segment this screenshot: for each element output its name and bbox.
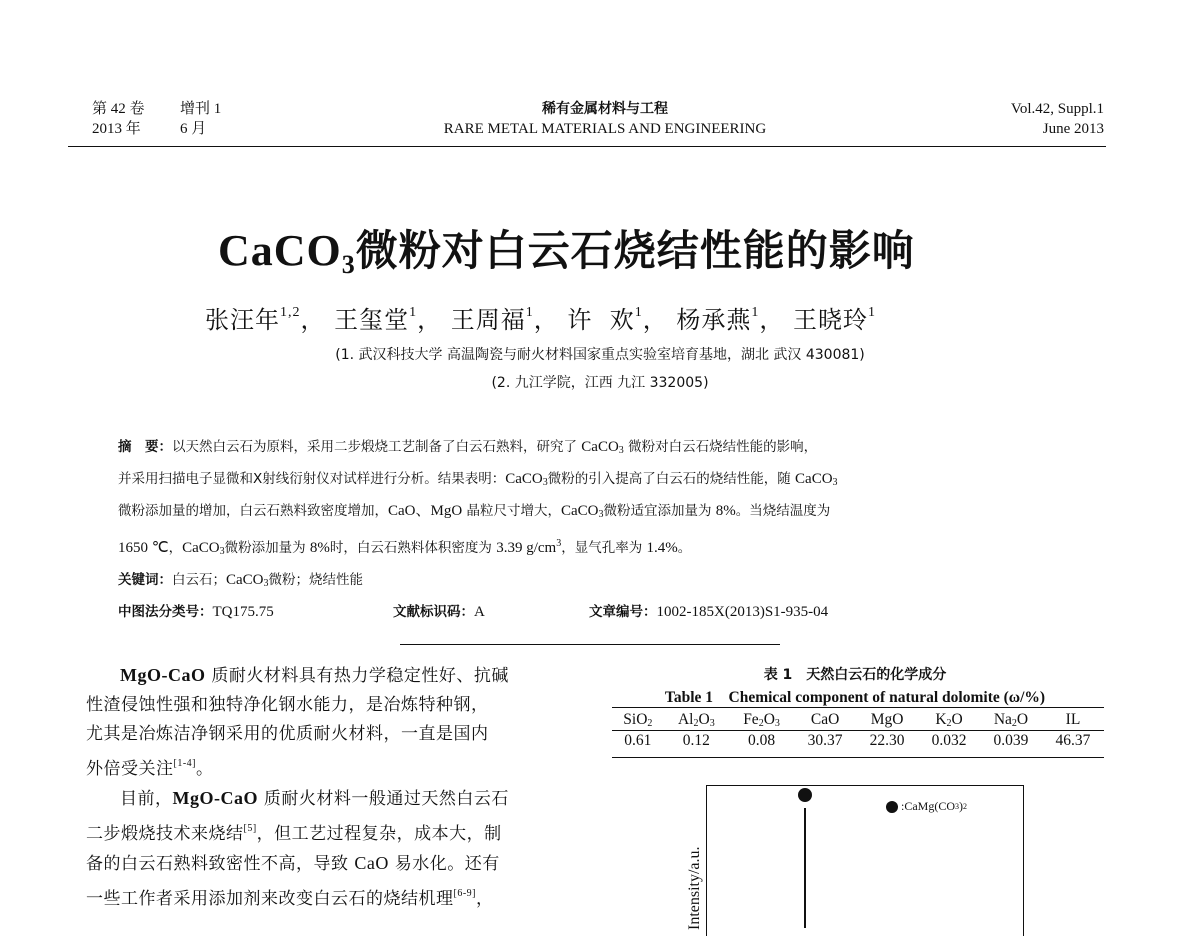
body-text: 目前， xyxy=(120,789,173,809)
abstract-line-1 xyxy=(118,433,838,465)
legend-sub: 2 xyxy=(963,802,968,811)
affiliation-2: (2. 九江学院，江西 九江 332005) xyxy=(491,375,709,391)
title-formula xyxy=(218,226,356,279)
citation-link[interactable]: [5] xyxy=(243,823,257,834)
abstract-label: 摘 要： xyxy=(118,439,172,455)
keyword-text: 微粉；烧结性能 xyxy=(268,572,363,588)
year-cn: 2013 年 xyxy=(92,121,141,137)
formula-base: CaCO xyxy=(226,572,264,588)
legend-label: CaMg(CO xyxy=(904,799,956,813)
title-formula-sub: 3 xyxy=(341,250,356,279)
author xyxy=(567,306,642,334)
porosity-value: 1.4% xyxy=(646,540,678,556)
text-line: 性渣侵蚀性强和独特净化钢水能力，是冶炼特种钢， xyxy=(86,695,489,715)
table-cell: 0.08 xyxy=(747,732,776,749)
clc-label: 中图法分类号： xyxy=(118,604,213,620)
paragraph-2 xyxy=(86,784,509,914)
abstract-text: 。当烧结温度为 xyxy=(735,503,831,519)
material-name: MgO-CaO xyxy=(120,665,206,685)
author-list: 张汪年$^{1,2}$， 王玺堂$^1$， 王周福$^1$， 许 欢$^1$， 杨承燕$^1$， 王晓玲$^1$ xyxy=(205,305,876,334)
y-axis-label: Intensity/a.u. xyxy=(686,846,703,930)
paper-title xyxy=(218,218,915,280)
article-number xyxy=(589,604,828,620)
paragraph-1 xyxy=(86,661,509,784)
body-text: ， xyxy=(476,889,494,909)
density-sup: 3 xyxy=(556,538,562,549)
author-name: 张汪年 xyxy=(205,306,280,334)
article-number-value: 1002-185X(2013)S1-935-04 xyxy=(656,604,829,620)
author-affiliation-mark: 1 xyxy=(867,305,876,320)
author-affiliation-mark: 1 xyxy=(525,305,534,320)
author-name: 许 欢 xyxy=(567,306,635,334)
formula-sub: 3 xyxy=(832,477,838,488)
abstract-line-4 xyxy=(118,529,838,566)
running-header-left xyxy=(92,99,221,139)
author xyxy=(451,306,534,334)
table-cell: 0.039 xyxy=(993,732,1029,749)
running-header-center xyxy=(360,99,850,139)
abstract xyxy=(118,433,838,627)
abstract-text: 时，白云石熟料体积密度为 xyxy=(329,540,497,556)
abstract-line-2 xyxy=(118,465,838,497)
abstract-text: 微粉的引入提高了白云石的烧结性能，随 xyxy=(547,471,796,487)
author-affiliation-mark: 1 xyxy=(634,305,643,320)
clc-code xyxy=(118,598,393,627)
table-cell: 22.30 xyxy=(869,732,905,749)
citation-link[interactable]: [6-9] xyxy=(453,888,476,899)
formula-caco3 xyxy=(182,540,225,556)
body-text: 备的白云石熟料致密性不高，导致 xyxy=(86,854,355,874)
header-rule xyxy=(68,146,1106,147)
title-formula-base: CaCO xyxy=(218,226,342,275)
text-line xyxy=(86,849,509,879)
classification-line xyxy=(118,598,838,627)
author-affiliation-mark: 1 xyxy=(409,305,418,320)
material-name: CaO xyxy=(354,853,389,873)
column-header: IL xyxy=(1042,710,1104,731)
filled-circle-legend-icon xyxy=(886,801,898,813)
doc-code-label: 文献标识码： xyxy=(393,604,474,620)
formula-base: CaCO xyxy=(581,439,619,455)
abstract-text: 并采用扫描电子显微和X射线衍射仪对试样进行分析。结果表明： xyxy=(118,471,506,487)
column-header: $K_2O$ xyxy=(918,710,980,731)
author xyxy=(676,306,759,334)
formula-caco3 xyxy=(581,439,624,455)
abstract-text: 晶粒尺寸增大， xyxy=(462,503,561,519)
table-cell: 0.032 xyxy=(931,732,967,749)
body-text: 易水化。还有 xyxy=(388,854,500,874)
abstract-text: 微粉对白云石烧结性能的影响， xyxy=(623,439,818,455)
author-affiliation-mark: 1 xyxy=(751,305,760,320)
abstract-text: 微粉添加量为 xyxy=(224,540,310,556)
table-caption-en: Table 1 Chemical component of natural dolomite (ω/%) xyxy=(664,689,1046,706)
body-text: 。 xyxy=(196,759,214,779)
legend-sub: 3 xyxy=(955,802,960,811)
keywords-label: 关键词： xyxy=(118,572,172,588)
date-en: June 2013 xyxy=(1042,121,1104,137)
keyword-text: 白云石； xyxy=(172,572,226,588)
optimal-addition-value: 8% xyxy=(715,503,736,519)
issue-cn: 增刊 1 xyxy=(180,101,222,117)
column-header: MgO xyxy=(856,710,918,731)
formula-base: CaCO xyxy=(505,471,543,487)
keywords xyxy=(118,566,838,598)
journal-name-en: RARE METAL MATERIALS AND ENGINEERING xyxy=(443,121,767,137)
affiliation-1: (1. 武汉科技大学 高温陶瓷与耐火材料国家重点实验室培育基地，湖北 武汉 430081) xyxy=(335,347,865,363)
abstract-text: ， xyxy=(168,540,183,556)
volume-en: Vol.42, Suppl.1 xyxy=(1010,101,1104,117)
formula-base: CaCO xyxy=(182,540,220,556)
abstract-separator-rule xyxy=(400,644,780,645)
volume-cn: 第 42 卷 xyxy=(92,101,145,117)
xrd-main-peak xyxy=(804,808,806,928)
table-cell: 0.12 xyxy=(682,732,710,749)
author-affiliation-mark: 1,2 xyxy=(280,305,301,320)
column-header: CaO xyxy=(794,710,856,731)
text-line xyxy=(86,784,509,814)
formula-sub: 3 xyxy=(219,546,225,557)
formula-base: CaCO xyxy=(795,471,833,487)
abstract-text: 以天然白云石为原料，采用二步煅烧工艺制备了白云石熟料，研究了 xyxy=(172,439,582,455)
document-code xyxy=(393,598,589,627)
journal-name-cn: 稀有金属材料与工程 xyxy=(542,101,668,117)
title-text: 微粉对白云石烧结性能的影响 xyxy=(355,226,915,275)
column-header: $Na_2O$ xyxy=(980,710,1042,731)
formula-sub: 3 xyxy=(263,578,269,589)
table-caption-cn: 表 1 天然白云石的化学成分 xyxy=(763,667,947,683)
table-cell: 30.37 xyxy=(807,732,843,749)
legend-separator: : xyxy=(901,799,905,813)
xrd-plot-area xyxy=(706,785,1024,936)
abstract-text: 。 xyxy=(677,540,692,556)
density-base: 3.39 g/cm xyxy=(496,540,557,556)
table-header-row xyxy=(612,710,1104,731)
material-name: MgO-CaO xyxy=(172,788,258,808)
oxide-names: CaO、MgO xyxy=(388,503,463,519)
formula-sub: 3 xyxy=(598,509,604,520)
body-text: ，但工艺过程复杂，成本大，制 xyxy=(256,824,502,844)
abstract-text: 微粉添加量的增加，白云石熟料致密度增加， xyxy=(118,503,388,519)
author-name: 杨承燕 xyxy=(676,306,752,334)
text-line xyxy=(86,749,509,784)
formula-caco3 xyxy=(226,572,269,588)
column-header: $Al_2O_3$ xyxy=(664,710,729,731)
author-name: 王晓玲 xyxy=(792,306,868,334)
author-name: 王周福 xyxy=(450,306,526,334)
bulk-density-value xyxy=(496,540,561,556)
body-text: 外倍受关注 xyxy=(86,759,174,779)
formula-caco3 xyxy=(505,471,548,487)
chart-legend xyxy=(886,799,967,814)
formula-sub: 3 xyxy=(618,445,624,456)
legend-label-tail: ) xyxy=(959,799,964,813)
table-row xyxy=(612,731,1104,752)
clc-value: TQ175.75 xyxy=(212,604,274,620)
table-top-rule xyxy=(612,707,1104,708)
body-text: 质耐火材料具有热力学稳定性好、抗碱 xyxy=(205,666,509,686)
citation-link[interactable]: [1-4] xyxy=(173,758,196,769)
table-cell: 0.61 xyxy=(624,732,652,749)
text-line xyxy=(86,814,509,849)
author xyxy=(205,306,301,334)
running-header-right xyxy=(1011,99,1104,139)
formula-sub: 3 xyxy=(542,477,548,488)
body-text: 一些工作者采用添加剂来改变白云石的烧结机理 xyxy=(86,889,454,909)
author xyxy=(334,306,417,334)
article-number-label: 文章编号： xyxy=(589,604,657,620)
table-cell: 46.37 xyxy=(1055,732,1091,749)
text-line xyxy=(86,879,509,914)
body-text: 质耐火材料一般通过天然白云石 xyxy=(257,789,509,809)
addition-value: 8% xyxy=(309,540,330,556)
month-cn: 6 月 xyxy=(180,121,207,137)
sintering-temperature: 1650 ℃ xyxy=(118,540,169,556)
chemical-composition-table xyxy=(612,710,1104,751)
author-name: 王玺堂 xyxy=(334,306,410,334)
body-text: 二步煅烧技术来烧结 xyxy=(86,824,244,844)
formula-base: CaCO xyxy=(560,503,599,519)
abstract-text: ，显气孔率为 xyxy=(561,540,647,556)
doc-code-value: A xyxy=(474,604,485,620)
abstract-text: 微粉适宜添加量为 xyxy=(603,503,716,519)
body-left-column xyxy=(86,661,509,914)
text-line xyxy=(86,661,509,691)
caco3-dolomite-peak-marker-icon xyxy=(798,788,812,802)
column-header: SiO$_2$ xyxy=(612,710,664,731)
formula-caco3 xyxy=(561,503,604,519)
abstract-line-3 xyxy=(118,497,838,529)
column-header: $Fe_2O_3$ xyxy=(729,710,794,731)
text-line: 尤其是冶炼洁净钢采用的优质耐火材料，一直是国内 xyxy=(86,724,489,744)
table-bottom-rule xyxy=(612,757,1104,758)
formula-caco3 xyxy=(795,471,838,487)
author xyxy=(793,306,876,334)
